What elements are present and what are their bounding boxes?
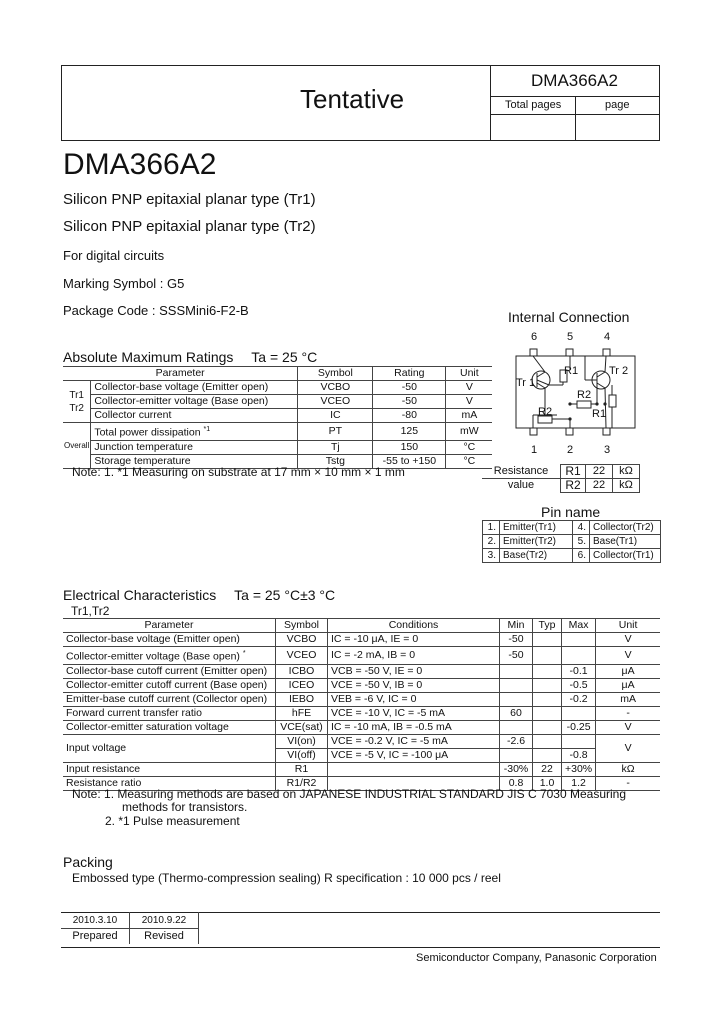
table-row: Storage temperature Tstg -55 to +150 °C: [63, 454, 492, 468]
elec-subtitle: Tr1,Tr2: [71, 604, 110, 618]
footer-table: [61, 912, 199, 944]
r1-right-label: R1: [592, 408, 607, 420]
page-label: page: [605, 99, 630, 111]
package-code: Package Code : SSSMini6-F2-B: [63, 303, 249, 318]
packing-title: Packing: [63, 854, 113, 870]
r1-right: [609, 395, 616, 407]
r2-left-label: R2: [538, 406, 553, 418]
footer-date-1: 2010.3.10: [61, 912, 130, 929]
table-row: Collector-base voltage (Emitter open) VCBO IC = -10 μA, IE = 0 -50 V: [63, 633, 660, 647]
elec-note-1: Note: 1. Measuring methods are based on JAPANESE INDUSTRIAL STANDARD JIS C 7030 Measuring: [72, 787, 627, 801]
r2-unit: kΩ: [613, 479, 640, 493]
product-desc-2: Silicon PNP epitaxial planar type (Tr2): [63, 218, 316, 235]
table-row: Resistance ratio R1/R2 0.8 1.0 1.2 -: [63, 776, 660, 790]
header-part-number: DMA366A2: [531, 71, 618, 90]
table-row: Collector-base cutoff current (Emitter open) ICBO VCB = -50 V, IE = 0 -0.1 μA: [63, 664, 660, 678]
abs-max-note: Note: 1. *1 Measuring on substrate at 17 mm × 10 mm × 1 mm: [72, 465, 405, 479]
tr2-label: Tr 2: [609, 365, 629, 377]
pin-3-label: 3: [604, 444, 611, 456]
table-row: Collector-emitter cutoff current (Base open) ICEO VCE = -50 V, IB = 0 -0.5 μA: [63, 678, 660, 692]
table-row: Collector-emitter voltage (Base open) * VCEO IC = -2 mA, IB = 0 -50 V: [63, 647, 660, 665]
internal-connection-title: Internal Connection: [508, 309, 630, 325]
resistance-label: Resistance: [482, 465, 561, 479]
elec-note-1b: methods for transistors.: [122, 800, 248, 814]
r1-name: R1: [561, 465, 586, 479]
table-row: VI(off) VCE = -5 V, IC = -100 μA -0.8: [63, 748, 660, 762]
header-line-3: [575, 96, 576, 141]
tr1-label: Tr 1: [516, 377, 536, 389]
r2-value: 22: [586, 479, 613, 493]
abs-max-table: Parameter Symbol Rating Unit Tr1 Tr2 Collector-base voltage (Emitter open) VCBO -50 V Collector-emitter voltage (Base open) VCEO -50 V Collector current IC -80 mA Overall Total power dissipation $^{*1}$ PT 125 mW Junction temperature Tj 150 °C Storage temperature Tstg -55 to +150 °C: [63, 366, 492, 469]
abs-max-title: Absolute Maximum Ratings Ta = 25 °C: [63, 349, 318, 365]
pin-row: 1. Emitter(Tr1) 4. Collector(Tr2): [483, 521, 661, 535]
product-usage: For digital circuits: [63, 248, 165, 263]
elec-title: Electrical Characteristics Ta = 25 °C±3 °C: [63, 587, 336, 603]
group-overall: Overall: [63, 423, 91, 469]
resistance-table: [482, 464, 640, 493]
header-divider: [490, 65, 491, 141]
r2-right-label: R2: [577, 389, 592, 401]
r1-unit: kΩ: [613, 465, 640, 479]
footer-prepared: Prepared: [61, 929, 130, 945]
total-pages-label: Total pages: [505, 99, 562, 111]
pin-6-label: 6: [531, 331, 538, 343]
pin-name-table: [482, 520, 661, 563]
pin-name-title: Pin name: [541, 504, 601, 520]
internal-connection-diagram: [505, 340, 645, 445]
footer-rule-2: [61, 947, 660, 948]
table-row: Tr1 Tr2 Collector-base voltage (Emitter open) VCBO -50 V: [63, 381, 492, 395]
pin-5-label: 5: [567, 331, 574, 343]
r1-value: 22: [586, 465, 613, 479]
table-row: Input voltage VI(on) VCE = -0.2 V, IC = -5 mA -2.6 V: [63, 734, 660, 748]
product-desc-1: Silicon PNP epitaxial planar type (Tr1): [63, 191, 316, 208]
pin-row: 2. Emitter(Tr2) 5. Base(Tr1): [483, 535, 661, 549]
footer-date-2: 2010.9.22: [130, 912, 199, 929]
table-row: Forward current transfer ratio hFE VCE = -10 V, IC = -5 mA 60 -: [63, 706, 660, 720]
table-row: Overall Total power dissipation $^{*1}$ PT 125 mW: [63, 423, 492, 441]
r2-name: R2: [561, 479, 586, 493]
footer-revised: Revised: [130, 929, 199, 945]
packing-text: Embossed type (Thermo-compression sealing) R specification : 10 000 pcs / reel: [72, 871, 501, 885]
header-title: Tentative: [300, 84, 405, 114]
table-row: Emitter-base cutoff current (Collector open) IEBO VEB = -6 V, IC = 0 -0.2 mA: [63, 692, 660, 706]
product-name: DMA366A2: [63, 148, 217, 181]
marking-symbol: Marking Symbol : G5: [63, 276, 185, 291]
table-row: Input resistance R1 -30% 22 +30% kΩ: [63, 762, 660, 776]
group-tr: Tr1 Tr2: [63, 381, 91, 423]
r1-left-label: R1: [564, 365, 579, 377]
table-row: Collector current IC -80 mA: [63, 409, 492, 423]
pin-row: 3. Base(Tr2) 6. Collector(Tr1): [483, 549, 661, 563]
pin-2-label: 2: [567, 444, 574, 456]
table-row: Collector-emitter voltage (Base open) VCEO -50 V: [63, 395, 492, 409]
elec-note-2: 2. *1 Pulse measurement: [105, 814, 240, 828]
table-row: Collector-emitter saturation voltage VCE(sat) IC = -10 mA, IB = -0.5 mA -0.25 V: [63, 720, 660, 734]
table-row: Junction temperature Tj 150 °C: [63, 440, 492, 454]
pin-4-label: 4: [604, 331, 611, 343]
resistance-value-label: value: [507, 479, 535, 492]
r2-right: [577, 401, 591, 408]
footer-company: Semiconductor Company, Panasonic Corporation: [416, 952, 657, 964]
elec-table: Parameter Symbol Conditions Min Typ Max Unit Collector-base voltage (Emitter open) VCBO IC = -10 μA, IE = 0 -50 V Collector-emitter voltage (Base open) * VCEO IC = -2 mA, IB = 0 -50 V Collector-base cutoff current (Emitter open) ICBO VCB = -50 V, IE = 0 -0.1 μA Collector-emitter cutoff current (Base open) ICEO VCE = -50 V, IB = 0 -0.5 μA Emitter-base cutoff current (Collector open) IEBO VEB = -6 V, IC = 0 -0.2 mA Forward current transfer ratio hFE VCE = -10 V, IC = -5 mA 60 - Collector-emitter saturation voltage VCE(sat) IC = -10 mA, IB = -0.5 mA -0.25 V Input voltage VI(on) VCE = -0.2 V, IC = -5 mA -2.6 V VI(off) VCE = -5 V, IC = -100 μA -0.8 Input resistance R1 -30% 22 +30% kΩ Resistance ratio R1/R2 0.8 1.0 1.2 -: [63, 618, 660, 791]
pin-1-label: 1: [531, 444, 538, 456]
